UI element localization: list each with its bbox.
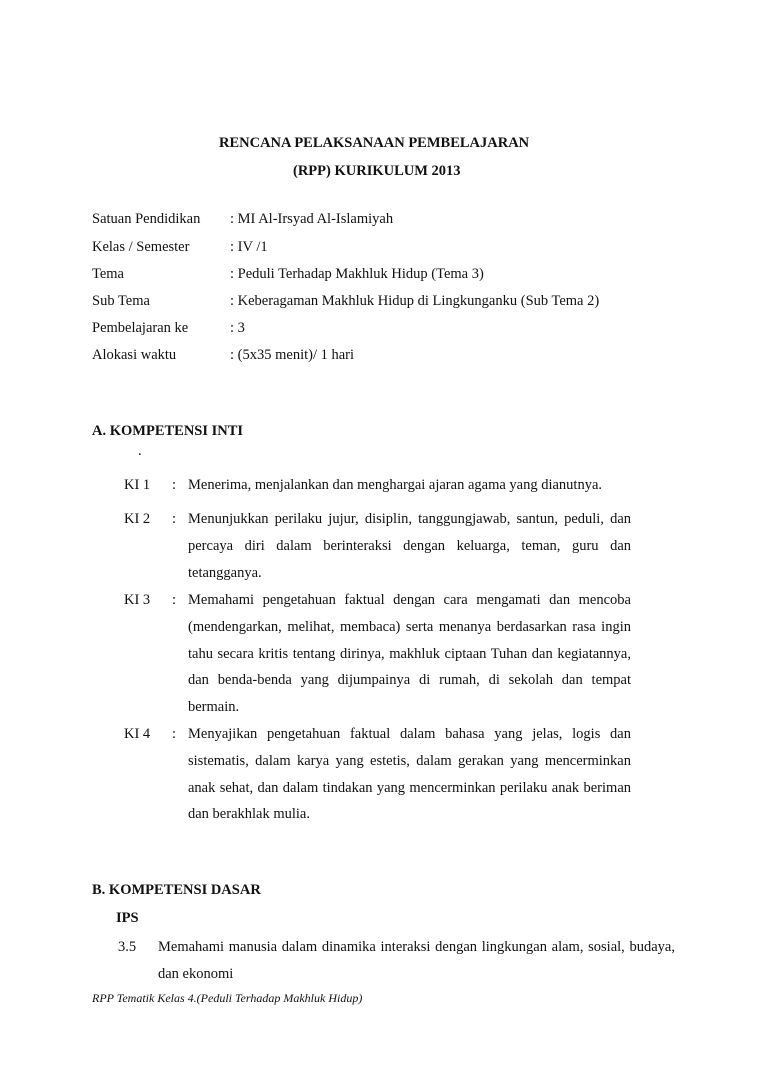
ki-code: KI 1 [124,477,151,493]
info-label: Kelas / Semester [92,239,190,255]
ki-colon: : [172,477,177,493]
section-heading-kompetensi-inti: A. KOMPETENSI INTI [92,423,244,439]
info-label: Satuan Pendidikan [92,211,201,227]
info-value: : IV /1 [230,239,268,255]
document-title: RENCANA PELAKSANAAN PEMBELAJARAN [219,135,530,151]
ki-code: KI 3 [124,592,151,608]
info-value: : Keberagaman Makhluk Hidup di Lingkunganku (Sub Tema 2) [230,293,600,309]
kd-number: 3.5 [118,939,137,955]
info-value: : (5x35 menit)/ 1 hari [230,347,355,363]
info-row-tema [0,266,768,286]
info-value: : Peduli Terhadap Makhluk Hidup (Tema 3) [230,266,484,282]
ki-colon: : [172,726,177,742]
info-row-satuan [0,211,768,231]
subject-label: IPS [116,910,139,926]
info-label: Tema [92,266,124,282]
info-label: Pembelajaran ke [92,320,189,336]
ki-code: KI 2 [124,511,151,527]
stray-dot: . [138,443,142,459]
section-heading-kompetensi-dasar: B. KOMPETENSI DASAR [92,882,261,898]
ki-text: Menyajikan pengetahuan faktual dalam bahasa yang jelas, logis dan sistematis, dalam karya yang estetis, dalam gerakan yang mencerminkan anak sehat, dan dalam tindakan yang mencerminkan perilaku anak beriman dan berakhlak mulia. [188,726,631,823]
info-row-pembelajaran [0,320,768,340]
info-row-kelas [0,239,768,259]
info-label: Alokasi waktu [92,347,177,363]
document-subtitle: (RPP) KURIKULUM 2013 [293,163,461,179]
info-value: : 3 [230,320,245,336]
info-label: Sub Tema [92,293,150,309]
ki-text: Menerima, menjalankan dan menghargai ajaran agama yang dianutnya. [188,477,603,493]
ki-code: KI 4 [124,726,151,742]
info-value: : MI Al-Irsyad Al-Islamiyah [230,211,394,227]
ki-colon: : [172,592,177,608]
ki-colon: : [172,511,177,527]
info-row-subtema [0,293,768,313]
page-footer: RPP Tematik Kelas 4.(Peduli Terhadap Makhluk Hidup) [92,991,363,1005]
info-row-alokasi [0,347,768,367]
ki-text: Memahami pengetahuan faktual dengan cara mengamati dan mencoba (mendengarkan, melihat, membaca) serta menanya berdasarkan rasa ingin tahu secara kritis tentang dirinya, makhluk ciptaan Tuhan dan kegiatannya, dan benda-benda yang dijumpainya di rumah, di sekolah dan tempat bermain. [188,592,631,716]
kd-text: Memahami manusia dalam dinamika interaksi dengan lingkungan alam, sosial, budaya, dan ekonomi [158,939,675,982]
ki-text: Menunjukkan perilaku jujur, disiplin, tanggungjawab, santun, peduli, dan percaya diri dalam berinteraksi dengan keluarga, teman, guru dan tetangganya. [188,511,631,581]
